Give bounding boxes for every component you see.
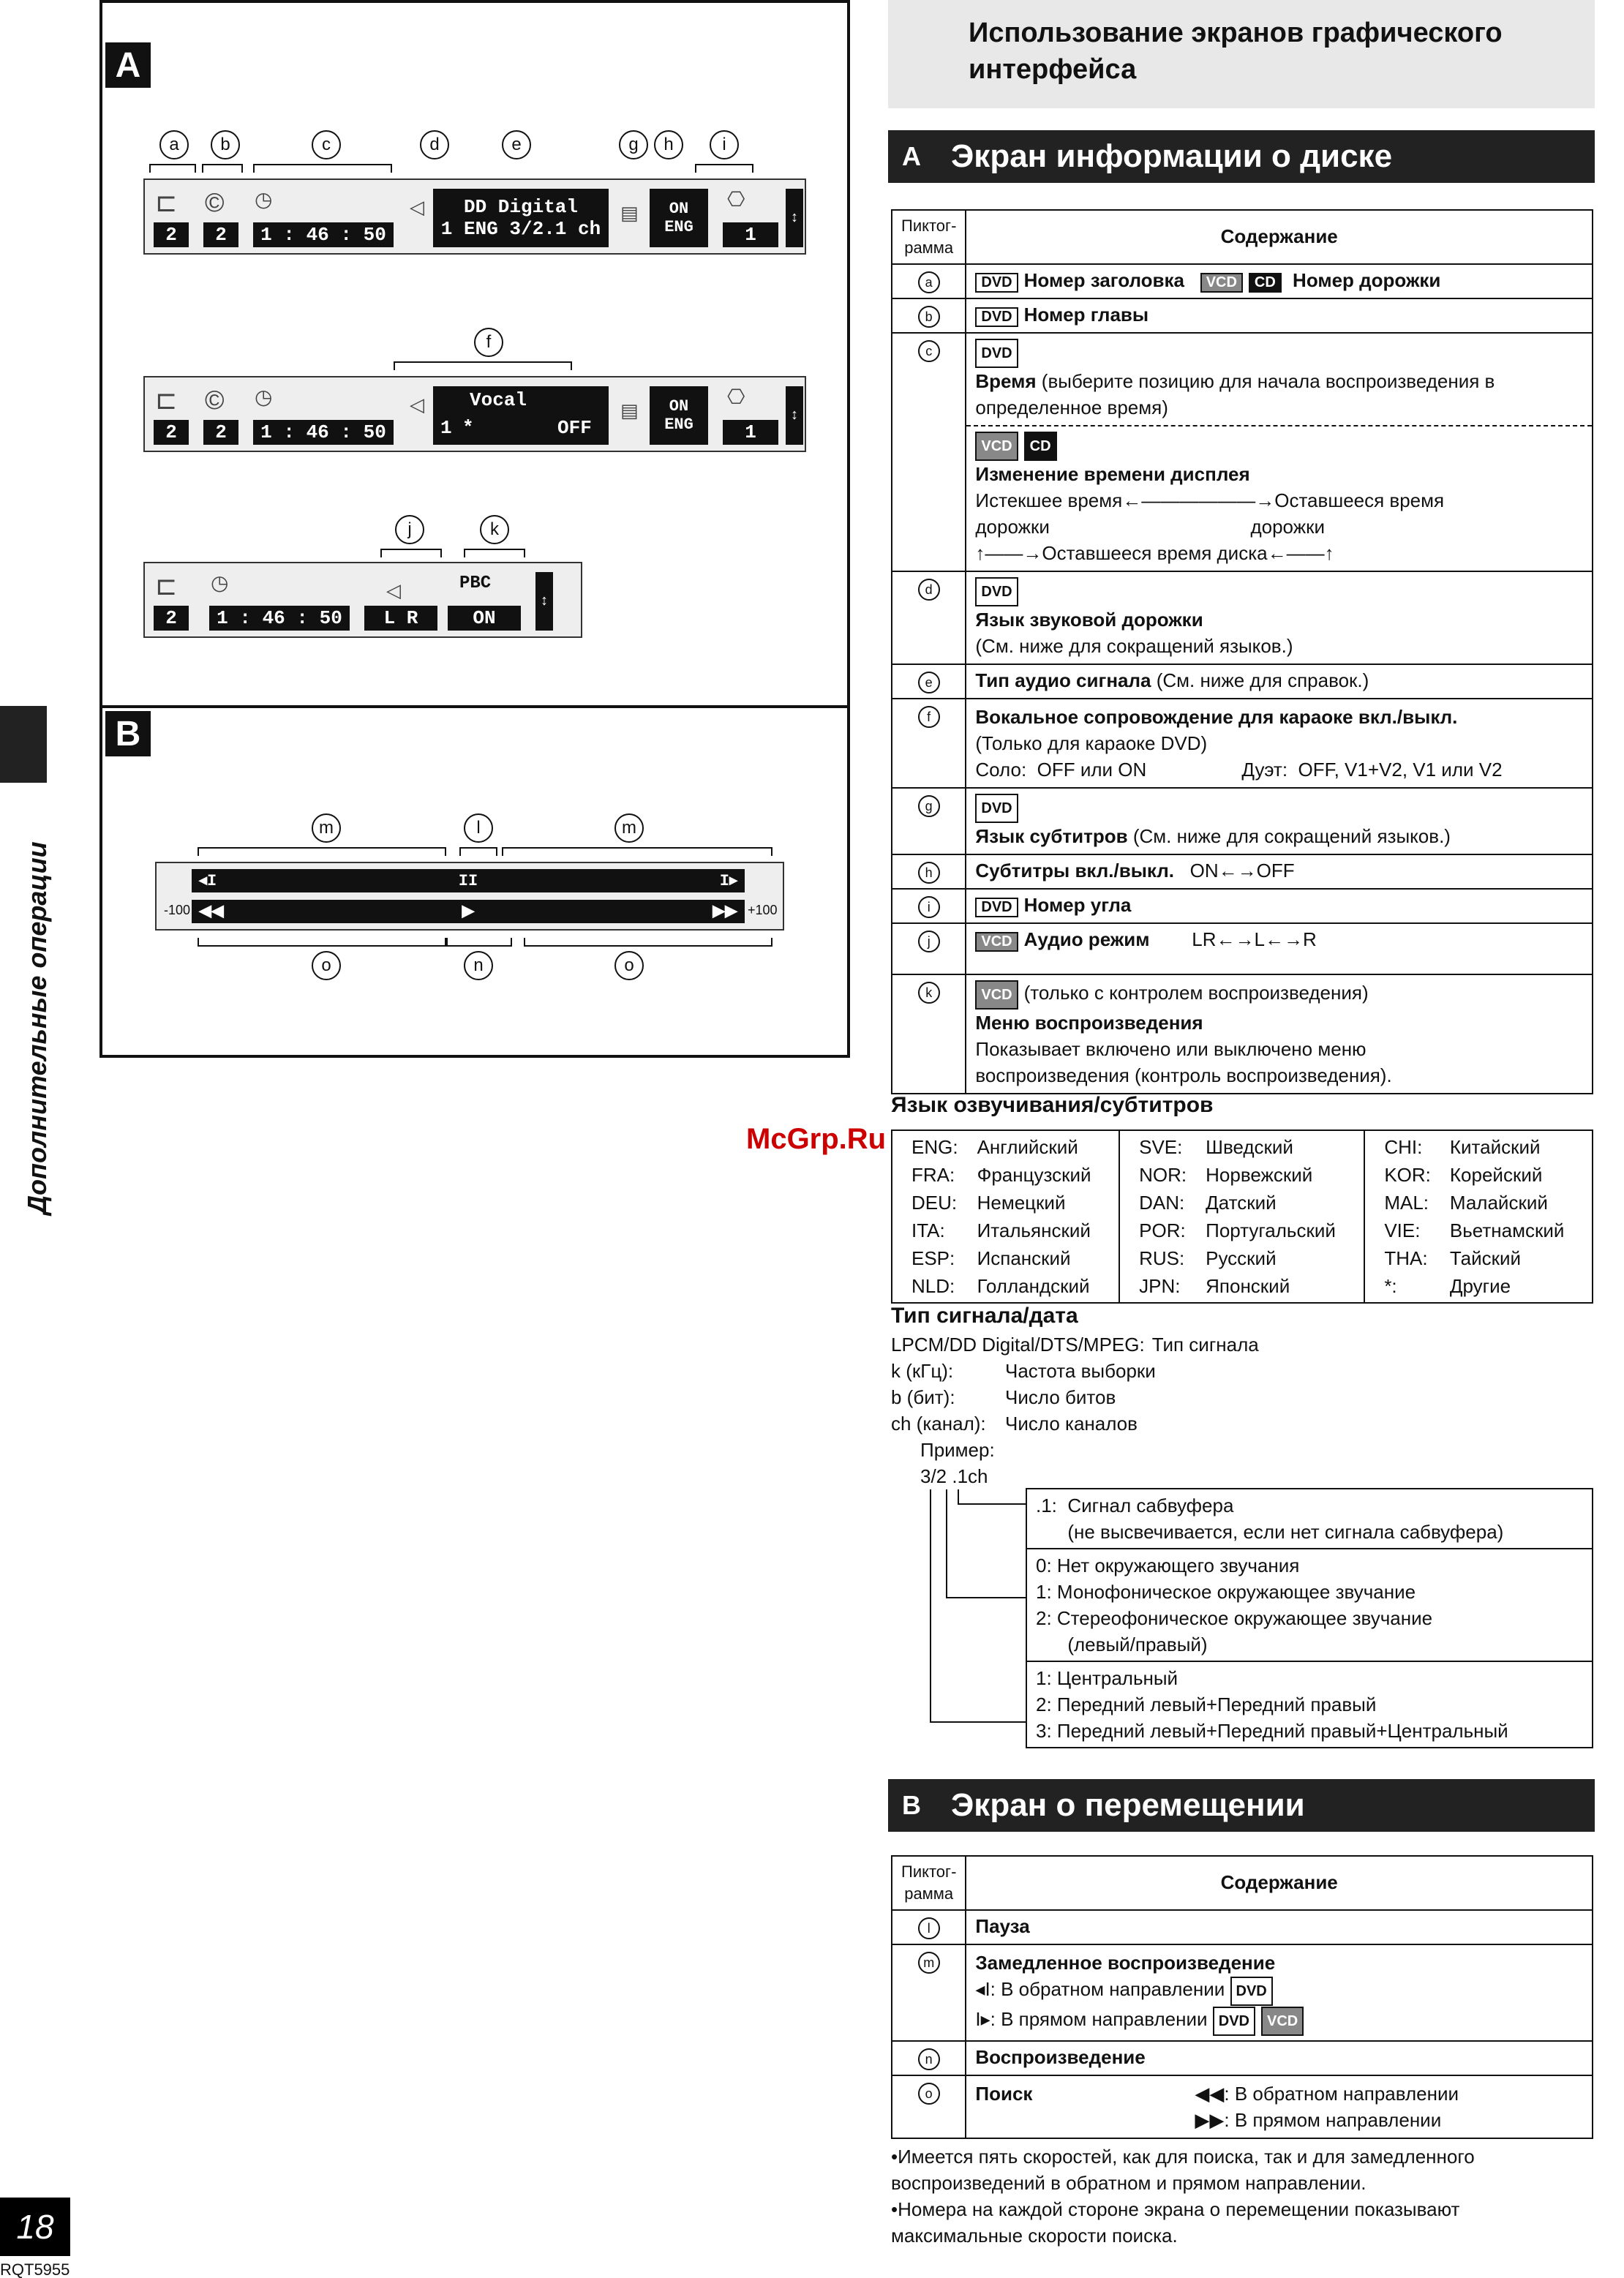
row-text: (выберите позицию для начала воспроизведения в определенное время) (975, 370, 1495, 418)
legend-line: 0: Нет окружающего звучания (1036, 1555, 1300, 1576)
table-row (892, 2041, 1593, 2075)
lang-row (1375, 1162, 1573, 1188)
callout-m: m (614, 813, 644, 843)
symbol-a: a (918, 271, 940, 293)
plus-100: +100 (748, 903, 778, 917)
symbol-l: l (918, 1917, 940, 1939)
legend-line: 1: Центральный (1036, 1667, 1178, 1689)
signal-value: Тип сигнала (1151, 1334, 1259, 1356)
lang-name: Английский (977, 1136, 1078, 1158)
row-text: Язык субтитров (975, 825, 1128, 847)
lang-code: CHI: (1384, 1136, 1423, 1158)
row-text: Язык звуковой дорожки (975, 609, 1203, 631)
model-code: RQT5955 (0, 2260, 70, 2278)
symbol-k: k (918, 982, 940, 1004)
row-text: Меню воспроизведения (975, 1012, 1203, 1034)
cd-tag: CD (1249, 273, 1282, 293)
lang-row (1130, 1134, 1345, 1160)
scroll-arrows[interactable]: ↕ (786, 386, 803, 445)
lang-row (1375, 1273, 1573, 1299)
side-section-label: Дополнительные операции (22, 841, 52, 1214)
lang-code: RUS: (1139, 1247, 1185, 1269)
lang-row (1375, 1245, 1573, 1271)
table-row (892, 1944, 1593, 2041)
symbol-e: e (918, 672, 940, 693)
angle-icon: ⎔ (727, 386, 745, 408)
legend-line: 3: Передний левый+Передний правый+Центральный (1036, 1720, 1508, 1742)
row-text: ↑——→Оставшееся время диска←——↑ (975, 542, 1334, 564)
subtitle-icon: ▤ (620, 399, 639, 421)
callout-k: k (480, 515, 509, 544)
rewind-icon: ◀◀ (199, 903, 224, 921)
dvd-tag: DVD (1213, 2007, 1255, 2036)
note-item: •Имеется пять скоростей, как для поиска, так и для замедленного воспроизведений в обратном и прямом направлении. (891, 2146, 1475, 2194)
lang-row (1130, 1189, 1345, 1216)
row-text: Пауза (975, 1915, 1030, 1937)
panel-b (99, 705, 850, 1058)
legend-group-2 (1027, 1549, 1592, 1662)
row-text: дорожки дорожки (975, 516, 1325, 538)
example-label: Пример: (920, 1439, 995, 1461)
table-row (892, 333, 1593, 571)
page-title (888, 0, 1595, 108)
callout-e: e (502, 130, 531, 159)
signal-line (891, 1331, 1593, 1358)
title-number: 2 (154, 606, 189, 631)
table-row (892, 664, 1593, 699)
lang-row (1130, 1273, 1345, 1299)
pause-icon: II (458, 871, 478, 890)
section-a-letter: A (902, 141, 921, 171)
table-row (892, 1910, 1593, 1944)
section-a-header (888, 130, 1595, 183)
shuttle-info-table (891, 1855, 1593, 2139)
title-line-1: Использование экранов графического (969, 18, 1503, 48)
legend-group-1 (1027, 1489, 1592, 1549)
title-icon: ⊏ (155, 187, 178, 217)
legend-line: .1: Сигнал сабвуфера (1036, 1495, 1234, 1516)
vocal-off: OFF (557, 417, 592, 439)
table-row (892, 889, 1593, 923)
panel-b-letter: B (105, 711, 151, 756)
row-text: Номер заголовка (1023, 269, 1185, 291)
symbol-n: n (918, 2048, 940, 2070)
lang-name: Вьетнамский (1449, 1219, 1565, 1241)
lang-code: DAN: (1139, 1192, 1185, 1214)
bracket (149, 164, 196, 173)
signal-value: Частота выборки (1005, 1360, 1156, 1382)
bracket (464, 549, 525, 557)
vcd-tag: VCD (975, 980, 1018, 1010)
subtitle-lang: ENG (664, 416, 693, 434)
bracket (446, 938, 512, 947)
lang-name: Тайский (1449, 1247, 1522, 1269)
signal-key: b (бит): (891, 1386, 955, 1408)
subtitle-on: ON (669, 200, 689, 218)
lang-code: VIE: (1384, 1219, 1421, 1241)
lang-name: Французский (977, 1164, 1091, 1186)
speaker-icon: ◁ (410, 394, 424, 416)
lang-name: Другие (1449, 1275, 1511, 1297)
clock-icon: ◷ (255, 386, 273, 408)
search-track[interactable] (192, 900, 745, 923)
table-row (892, 923, 1593, 974)
audio-format-box (433, 189, 609, 247)
signal-key: LPCM/DD Digital/DTS/MPEG: (891, 1334, 1145, 1356)
lang-code: MAL: (1384, 1192, 1429, 1214)
lang-heading: Язык озвучивания/субтитров (891, 1093, 1214, 1117)
row-text: Воспроизведение (975, 2046, 1146, 2068)
lang-code: ESP: (911, 1247, 955, 1269)
bracket (380, 549, 442, 557)
language-table (891, 1129, 1593, 1304)
audio-mode: L R (364, 606, 437, 631)
lang-column-3 (1364, 1130, 1593, 1303)
lang-row (1375, 1134, 1573, 1160)
shuttle-bar (155, 862, 784, 931)
signal-value: Число битов (1005, 1386, 1116, 1408)
symbol-i: i (918, 896, 940, 918)
symbol-h: h (918, 862, 940, 884)
slow-forward-icon: I▸ (719, 872, 737, 890)
chapter-icon: © (205, 385, 225, 415)
dvd-tag: DVD (975, 898, 1018, 917)
chapter-number: 2 (203, 420, 238, 445)
time-readout: 1 : 46 : 50 (253, 222, 394, 247)
table-row (892, 788, 1593, 854)
signal-heading: Тип сигнала/дата (891, 1304, 1078, 1328)
lang-name: Китайский (1449, 1136, 1541, 1158)
subtitle-lang: ENG (664, 218, 693, 236)
subtitle-on: ON (669, 397, 689, 416)
dvd-tag: DVD (975, 794, 1018, 823)
row-text: Номер угла (1023, 894, 1132, 916)
legend-line: (не высвечивается, если нет сигнала сабвуфера) (1036, 1521, 1504, 1543)
cd-tag: CD (1024, 432, 1057, 461)
slow-reverse-icon: ◂I (199, 872, 217, 890)
row-text: Субтитры вкл./выкл. (975, 860, 1174, 881)
chapter-icon: © (205, 187, 225, 217)
vocal-number: 1 (440, 417, 452, 439)
symbol-o: o (918, 2083, 940, 2105)
panel-a (99, 0, 850, 708)
speaker-icon: ◁ (386, 579, 401, 601)
lang-column-2 (1119, 1130, 1364, 1303)
scroll-arrows[interactable]: ↕ (535, 572, 553, 631)
vocal-box (433, 386, 609, 445)
side-tab-marker (0, 706, 47, 783)
lang-name: Русский (1206, 1247, 1277, 1269)
angle-number: 1 (723, 222, 778, 247)
dvd-tag: DVD (975, 577, 1018, 606)
row-text: ◀◀: В обратном направлении (1195, 2083, 1459, 2105)
legend-line: 2: Передний левый+Передний правый (1036, 1694, 1377, 1715)
callout-b: b (211, 130, 240, 159)
symbol-g: g (918, 795, 940, 817)
row-text: Соло: OFF или ON Дуэт: OFF, V1+V2, V1 или V2 (975, 759, 1503, 781)
legend-group-3 (1027, 1662, 1592, 1747)
vocal-title: Vocal (470, 389, 527, 411)
time-readout: 1 : 46 : 50 (253, 420, 394, 445)
symbol-d: d (918, 579, 940, 601)
minus-100: -100 (164, 903, 191, 917)
row-text: (См. ниже для сокращений языков.) (975, 635, 1293, 657)
callout-f: f (474, 328, 503, 357)
bracket (198, 847, 446, 856)
row-text: Поиск (975, 2083, 1033, 2105)
row-text: Показывает включено или выключено меню (975, 1038, 1367, 1060)
time-readout: 1 : 46 : 50 (209, 606, 350, 631)
page-number: 18 (0, 2198, 70, 2256)
legend-line: (левый/правый) (1036, 1634, 1208, 1655)
bracket (524, 938, 772, 947)
row-text: Номер главы (1023, 304, 1149, 326)
head-content: Содержание (966, 1856, 1593, 1910)
row-text: Истекшее время←——————→Оставшееся время (975, 489, 1445, 511)
symbol-b: b (918, 306, 940, 328)
notes (891, 2143, 1593, 2249)
fast-forward-icon: ▶▶ (713, 903, 737, 921)
row-text: ▶▶: В прямом направлении (1195, 2109, 1442, 2131)
angle-number: 1 (723, 420, 778, 445)
vocal-star: * (462, 417, 474, 439)
lang-code: THA: (1384, 1247, 1428, 1269)
symbol-j: j (918, 931, 940, 952)
row-text: (См. ниже для справок.) (1151, 669, 1369, 691)
lang-name: Португальский (1206, 1219, 1336, 1241)
lang-name: Японский (1206, 1275, 1290, 1297)
row-text: (только с контролем воспроизведения) (1023, 982, 1369, 1004)
table-row (892, 264, 1593, 298)
lang-name: Итальянский (977, 1219, 1091, 1241)
lang-name: Малайский (1449, 1192, 1548, 1214)
signal-line (891, 1358, 1593, 1384)
bracket (202, 164, 243, 173)
lang-name: Датский (1206, 1192, 1277, 1214)
legend-line: 2: Стереофоническое окружающее звучание (1036, 1607, 1433, 1629)
clock-icon: ◷ (211, 571, 229, 594)
section-b-letter: B (902, 1790, 921, 1820)
signal-value: Число каналов (1005, 1413, 1138, 1435)
row-text: Вокальное сопровождение для караоке вкл./выкл. (975, 706, 1458, 728)
panel-a-letter: A (105, 42, 151, 88)
callout-m: m (312, 813, 341, 843)
lang-code: NLD: (911, 1275, 955, 1297)
lang-name: Голландский (977, 1275, 1090, 1297)
note-item: •Номера на каждой стороне экрана о перемещении показывают максимальные скорости поиска. (891, 2198, 1460, 2247)
subtitle-box (650, 189, 708, 247)
lang-code: ITA: (911, 1219, 945, 1241)
legend-line: 1: Монофоническое окружающее звучание (1036, 1581, 1416, 1603)
section-a-title: Экран информации о диске (951, 138, 1393, 174)
vcd-tag: VCD (1261, 2007, 1304, 2036)
callout-a: a (159, 130, 189, 159)
lang-name: Шведский (1206, 1136, 1293, 1158)
pbc-label: PBC (459, 574, 492, 593)
dvd-tag: DVD (975, 307, 1018, 327)
lang-row (1130, 1245, 1345, 1271)
signal-line (891, 1410, 1593, 1437)
lang-code: SVE: (1139, 1136, 1183, 1158)
dvd-tag: DVD (975, 339, 1018, 368)
callout-n: n (464, 951, 493, 980)
callout-c: c (312, 130, 341, 159)
example-value: 3/2 .1ch (920, 1465, 988, 1487)
row-text: Замедленное воспроизведение (975, 1952, 1276, 1974)
callout-h: h (654, 130, 683, 159)
table-row (892, 571, 1593, 664)
title-icon: ⊏ (155, 571, 178, 601)
lang-row (1375, 1189, 1573, 1216)
head-pic: Пиктог-рамма (892, 1856, 966, 1910)
disc-info-table (891, 209, 1593, 1094)
callout-j: j (395, 515, 424, 544)
symbol-f: f (918, 706, 940, 728)
row-text: I▸: В прямом направлении (975, 2008, 1208, 2030)
lang-column-1 (892, 1130, 1119, 1303)
lang-code: ENG: (911, 1136, 958, 1158)
bracket (695, 164, 753, 173)
bracket (253, 164, 392, 173)
head-pic: Пиктог-рамма (892, 210, 966, 264)
bracket (394, 361, 572, 370)
lang-row (1130, 1217, 1345, 1244)
symbol-c: c (918, 340, 940, 362)
callout-o: o (312, 951, 341, 980)
row-text: воспроизведения (контроль воспроизведения). (975, 1064, 1392, 1086)
osd-bar-1 (143, 178, 806, 255)
lang-row (903, 1162, 1100, 1188)
subtitle-box (650, 386, 708, 445)
lang-code: DEU: (911, 1192, 958, 1214)
row-text: Аудио режим (1023, 928, 1150, 950)
table-row (892, 298, 1593, 333)
slow-track[interactable] (192, 869, 745, 892)
audio-format: DD Digital (463, 196, 579, 218)
angle-icon: ⎔ (727, 188, 745, 211)
table-row (892, 974, 1593, 1094)
row-text: Изменение времени дисплея (975, 463, 1250, 485)
lang-code: NOR: (1139, 1164, 1187, 1186)
example-connector-lines (920, 1488, 1037, 1729)
pbc-status: ON (448, 606, 521, 631)
section-b-title: Экран о перемещении (951, 1787, 1305, 1823)
callout-i: i (710, 130, 739, 159)
row-text: Номер дорожки (1293, 269, 1441, 291)
row-text: (См. ниже для сокращений языков.) (1127, 825, 1451, 847)
vcd-tag: VCD (1200, 273, 1243, 293)
lang-row (903, 1217, 1100, 1244)
vcd-tag: VCD (975, 432, 1018, 461)
row-text: ◂I: В обратном направлении (975, 1978, 1225, 2000)
callout-o: o (614, 951, 644, 980)
speaker-icon: ◁ (410, 196, 424, 218)
play-icon: ▶ (462, 903, 475, 921)
title-number: 2 (154, 420, 189, 445)
lang-code: KOR: (1384, 1164, 1431, 1186)
callout-d: d (420, 130, 449, 159)
title-icon: ⊏ (155, 385, 178, 415)
symbol-m: m (918, 1952, 940, 1974)
row-text: (Только для караоке DVD) (975, 732, 1208, 754)
scroll-arrows[interactable]: ↕ (786, 189, 803, 247)
lang-row (903, 1245, 1100, 1271)
row-text: Время (975, 370, 1037, 392)
dvd-tag: DVD (1230, 1977, 1273, 2006)
bracket (459, 847, 497, 856)
lang-row (903, 1273, 1100, 1299)
signal-line (891, 1384, 1593, 1410)
head-content: Содержание (966, 210, 1593, 264)
lang-name: Испанский (977, 1247, 1071, 1269)
lang-name: Немецкий (977, 1192, 1066, 1214)
table-row (892, 854, 1593, 889)
chapter-number: 2 (203, 222, 238, 247)
lang-row (1375, 1217, 1573, 1244)
row-text: LR←→L←→R (1192, 928, 1317, 950)
table-row (892, 699, 1593, 788)
callout-g: g (619, 130, 648, 159)
lang-code: FRA: (911, 1164, 955, 1186)
signal-lines (891, 1331, 1593, 1437)
bracket (198, 938, 446, 947)
audio-line: 1 ENG 3/2.1 ch (440, 218, 601, 240)
lang-row (903, 1189, 1100, 1216)
lang-code: *: (1384, 1275, 1397, 1297)
subtitle-icon: ▤ (620, 202, 639, 224)
signal-key: ch (канал): (891, 1413, 986, 1435)
example-legend (1026, 1488, 1593, 1748)
lang-row (1130, 1162, 1345, 1188)
callout-l: l (464, 813, 493, 843)
dvd-tag: DVD (975, 273, 1018, 293)
section-b-header (888, 1779, 1595, 1832)
clock-icon: ◷ (255, 188, 273, 211)
watermark: McGrp.Ru (746, 1123, 887, 1155)
row-text: Тип аудио сигнала (975, 669, 1151, 691)
vcd-tag: VCD (975, 932, 1018, 952)
lang-code: JPN: (1139, 1275, 1181, 1297)
lang-code: POR: (1139, 1219, 1186, 1241)
title-line-2: интерфейса (969, 54, 1137, 85)
bracket (502, 847, 772, 856)
lang-name: Корейский (1449, 1164, 1543, 1186)
osd-bar-3 (143, 562, 582, 638)
signal-key: k (кГц): (891, 1360, 954, 1382)
title-number: 2 (154, 222, 189, 247)
lang-name: Норвежский (1206, 1164, 1313, 1186)
table-row (892, 2075, 1593, 2138)
osd-bar-2 (143, 376, 806, 452)
lang-row (903, 1134, 1100, 1160)
row-text: ON←→OFF (1173, 860, 1295, 881)
